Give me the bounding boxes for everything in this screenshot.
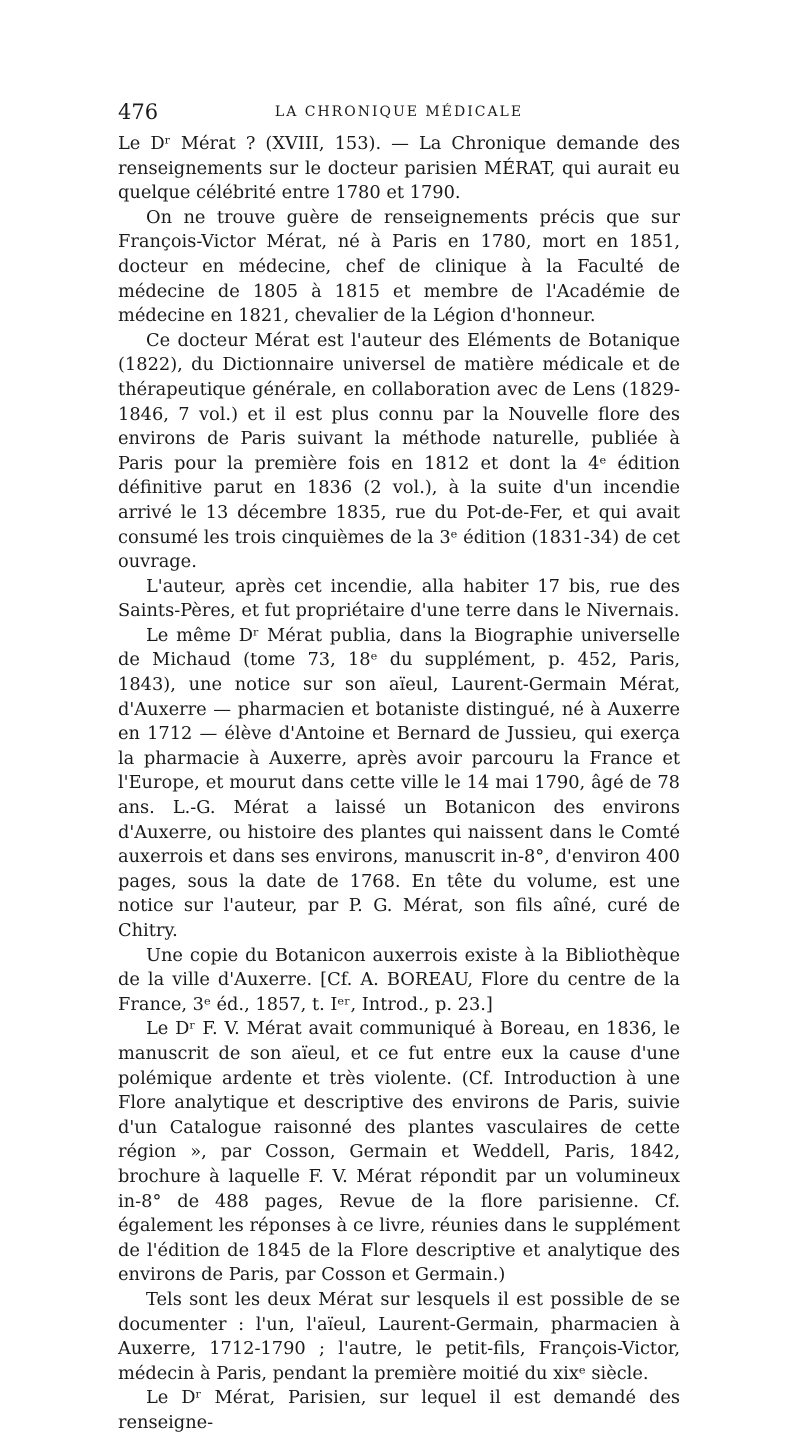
body-text (118, 132, 680, 1435)
running-title: LA CHRONIQUE MÉDICALE (274, 104, 524, 120)
paragraph: Le Dʳ Mérat, Parisien, sur lequel il est demandé des renseigne- (118, 1387, 680, 1433)
paragraph: Le Dʳ Mérat ? (XVIII, 153). — La Chronique demande des renseignements sur le docteur parisien MÉRAT, qui aurait eu quelque célébrité entre 1780 et 1790. (118, 133, 680, 204)
page-number: 476 (118, 100, 159, 124)
paragraph: Ce docteur Mérat est l'auteur des Eléments de Botanique (1822), du Dictionnaire universel de matière médicale et de thérapeutique générale, en collaboration avec de Lens (1829-1846, 7 vol.) et il est plus connu par la Nouvelle flore des environs de Paris suivant la méthode naturelle, publiée à Paris pour la première fois en 1812 et dont la 4ᵉ édition définitive parut en 1836 (2 vol.), à la suite d'un incendie arrivé le 13 décembre 1835, rue du Pot-de-Fer, et qui avait consumé les trois cinquièmes de la 3ᵉ édition (1831-34) de cet ouvrage. (118, 329, 681, 573)
paragraph: Tels sont les deux Mérat sur lesquels il est possible de se documenter : l'un, l'aïeul, Laurent-Germain, pharmacien à Auxerre, 1712-1790 ; l'autre, le petit-fils, François-Victor, médecin à Paris, pendant la première moitié du xixᵉ siècle. (118, 1288, 680, 1384)
paragraph: Une copie du Botanicon auxerrois existe à la Bibliothèque de la ville d'Auxerre. [Cf. A. BOREAU, Flore du centre de la France, 3ᵉ éd., 1857, t. Iᵉʳ, Introd., p. 23.] (118, 944, 680, 1015)
paragraph: Le même Dʳ Mérat publia, dans la Biographie universelle de Michaud (tome 73, 18ᵉ du supplément, p. 452, Paris, 1843), une notice sur son aïeul, Laurent-Germain Mérat, d'Auxerre — pharmacien et botaniste distingué, né à Auxerre en 1712 — élève d'Antoine et Bernard de Jussieu, qui exerça la pharmacie à Auxerre, après avoir parcouru la France et l'Europe, et mourut dans cette ville le 14 mai 1790, âgé de 78 ans. L.-G. Mérat a laissé un Botanicon des environs d'Auxerre, ou histoire des plantes qui naissent dans le Comté auxerrois et dans ses environs, manuscrit in-8°, d'environ 400 pages, sous la date de 1768. En tête du volume, est une notice sur l'auteur, par P. G. Mérat, son fils aîné, curé de Chitry. (118, 624, 680, 941)
paragraph: Le Dʳ F. V. Mérat avait communiqué à Boreau, en 1836, le manuscrit de son aïeul, et ce fut entre eux la cause d'une polémique ardente et très violente. (Cf. Introduction à une Flore analytique et descriptive des environs de Paris, suivie d'un Catalogue raisonné des plantes vasculaires de cette région », par Cosson, Germain et Weddell, Paris, 1842, brochure à laquelle F. V. Mérat répondit par un volumineux in-8° de 488 pages, Revue de la flore parisienne. Cf. également les réponses à ce livre, réunies dans le supplément de l'édition de 1845 de la Flore descriptive et analytique des environs de Paris, par Cosson et Germain.) (118, 1018, 680, 1286)
page-header (118, 100, 680, 128)
paragraph: On ne trouve guère de renseignements précis que sur François-Victor Mérat, né à Paris en 1780, mort en 1851, docteur en médecine, chef de clinique à la Faculté de médecine de 1805 à 1815 et membre de l'Académie de médecine en 1821, chevalier de la Légion d'honneur. (118, 206, 680, 327)
paragraph: L'auteur, après cet incendie, alla habiter 17 bis, rue des Saints-Pères, et fut propriétaire d'une terre dans le Nivernais. (118, 575, 680, 622)
